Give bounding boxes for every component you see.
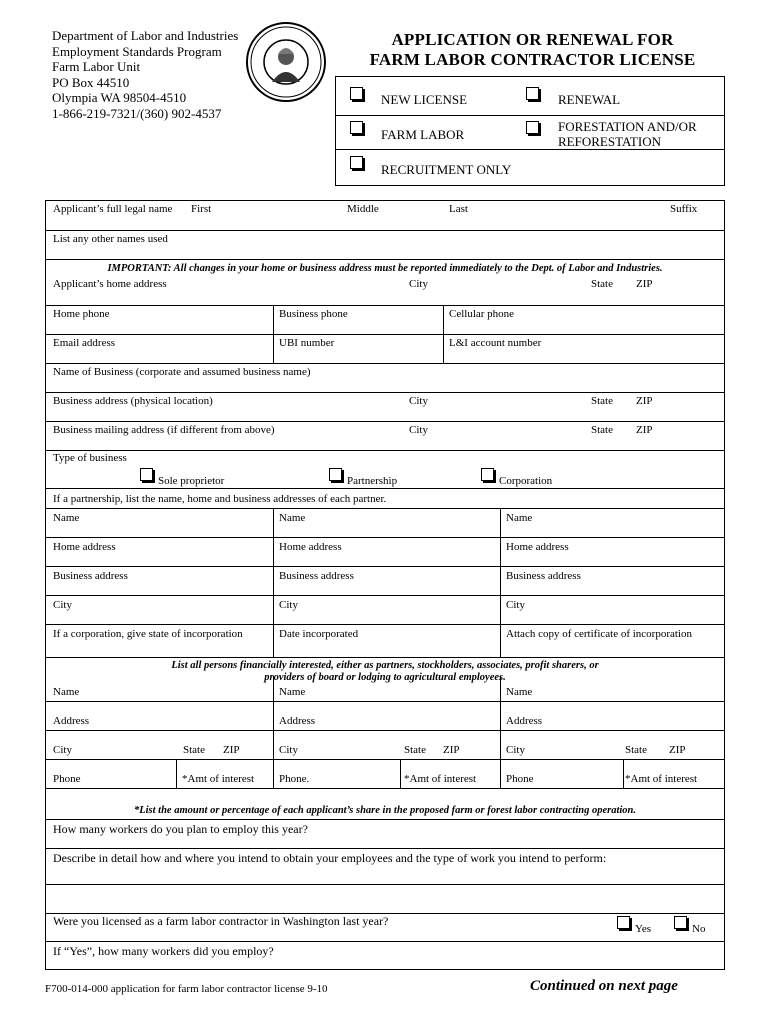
business-phone-label: Business phone bbox=[279, 308, 348, 320]
email-label: Email address bbox=[53, 337, 116, 349]
interested-zip-label: ZIP bbox=[443, 744, 460, 756]
renewal-checkbox[interactable] bbox=[526, 87, 539, 100]
interested-address-label: Address bbox=[506, 715, 543, 727]
continued-notice: Continued on next page bbox=[530, 978, 678, 994]
business-name-label: Name of Business (corporate and assumed business name) bbox=[53, 366, 311, 378]
interested-phone-label: Phone bbox=[53, 773, 81, 785]
attach-certificate-label: Attach copy of certificate of incorporation bbox=[506, 628, 693, 640]
interested-heading: providers of board or lodging to agricultural employees. bbox=[264, 672, 506, 683]
date-incorporated-label: Date incorporated bbox=[279, 628, 359, 640]
partner-business-address-label: Business address bbox=[53, 570, 128, 582]
interested-zip-label: ZIP bbox=[223, 744, 240, 756]
interested-city-label: City bbox=[53, 744, 72, 756]
cellular-phone-label: Cellular phone bbox=[449, 308, 515, 320]
no-label: No bbox=[692, 923, 706, 935]
mailing-address-label: Business mailing address (if different from above) bbox=[53, 424, 275, 436]
partnership-label: Partnership bbox=[347, 475, 398, 487]
type-of-business-label: Type of business bbox=[53, 452, 127, 464]
important-notice: IMPORTANT: All changes in your home or business address must be reported immediately to the Dept. of Labor and Industries. bbox=[107, 263, 663, 274]
interested-city-label: City bbox=[506, 744, 525, 756]
home-state-label: State bbox=[591, 278, 613, 290]
interested-state-label: State bbox=[625, 744, 647, 756]
partner-city-label: City bbox=[506, 599, 525, 611]
business-physical-label: Business address (physical location) bbox=[53, 395, 213, 407]
licensed-no-checkbox[interactable] bbox=[674, 916, 687, 929]
interested-name-label: Name bbox=[279, 686, 306, 698]
business-state-label: State bbox=[591, 395, 613, 407]
state-seal-icon bbox=[246, 22, 326, 102]
interested-address-label: Address bbox=[53, 715, 90, 727]
address-line: Olympia WA 98504-4510 bbox=[52, 90, 187, 105]
partner-home-address-label: Home address bbox=[53, 541, 116, 553]
mailing-zip-label: ZIP bbox=[636, 424, 653, 436]
yes-label: Yes bbox=[635, 923, 652, 935]
interested-amt-label: *Amt of interest bbox=[625, 773, 698, 785]
page-title bbox=[345, 30, 720, 70]
business-city-label: City bbox=[409, 395, 428, 407]
form-number: F700-014-000 application for farm labor contractor license 9-10 bbox=[45, 983, 328, 995]
licensed-last-year-label: Were you licensed as a farm labor contractor in Washington last year? bbox=[53, 914, 389, 928]
agency-address bbox=[52, 28, 238, 121]
corp-state-label: If a corporation, give state of incorporation bbox=[53, 628, 243, 640]
title-line: APPLICATION OR RENEWAL FOR bbox=[391, 30, 674, 49]
first-name-label: First bbox=[191, 203, 212, 215]
address-line: PO Box 44510 bbox=[52, 74, 130, 90]
interested-amt-label: *Amt of interest bbox=[182, 773, 255, 785]
other-names-label: List any other names used bbox=[53, 233, 168, 245]
home-zip-label: ZIP bbox=[636, 278, 653, 290]
home-city-label: City bbox=[409, 278, 428, 290]
license-type-box bbox=[335, 76, 725, 186]
recruitment-checkbox[interactable] bbox=[350, 156, 363, 169]
partner-name-label: Name bbox=[279, 512, 306, 524]
title-line: FARM LABOR CONTRACTOR LICENSE bbox=[369, 50, 696, 69]
partner-name-label: Name bbox=[506, 512, 533, 524]
interested-city-label: City bbox=[279, 744, 298, 756]
interested-address-label: Address bbox=[279, 715, 316, 727]
home-phone-label: Home phone bbox=[53, 308, 110, 320]
mailing-city-label: City bbox=[409, 424, 428, 436]
home-address-label: Applicant’s home address bbox=[53, 278, 167, 290]
middle-name-label: Middle bbox=[347, 203, 379, 215]
interested-amt-label: *Amt of interest bbox=[404, 773, 477, 785]
corporation-label: Corporation bbox=[499, 475, 553, 487]
interested-phone-label: Phone bbox=[506, 773, 534, 785]
forestation-line: REFORESTATION bbox=[558, 134, 661, 149]
partner-instruction: If a partnership, list the name, home and business addresses of each partner. bbox=[53, 493, 387, 505]
partner-city-label: City bbox=[279, 599, 298, 611]
partner-name-label: Name bbox=[53, 512, 80, 524]
sole-proprietor-label: Sole proprietor bbox=[158, 475, 225, 487]
address-line: Farm Labor Unit bbox=[52, 59, 141, 74]
li-account-label: L&I account number bbox=[449, 337, 542, 349]
farm-labor-checkbox[interactable] bbox=[350, 121, 363, 134]
application-form bbox=[45, 200, 725, 970]
interested-heading: List all persons financially interested, either as partners, stockholders, associates, profit sharers, or bbox=[171, 660, 599, 671]
interest-footnote: *List the amount or percentage of each applicant’s share in the proposed farm or forest labor contracting operation. bbox=[133, 805, 637, 816]
workers-employed-label: If “Yes”, how many workers did you employ? bbox=[53, 944, 274, 958]
interested-name-label: Name bbox=[506, 686, 533, 698]
partner-home-address-label: Home address bbox=[279, 541, 342, 553]
farm-labor-label: FARM LABOR bbox=[381, 127, 465, 142]
describe-employees-label: Describe in detail how and where you intend to obtain your employees and the type of work you intend to perform: bbox=[53, 851, 607, 865]
full-name-label: Applicant’s full legal name bbox=[53, 203, 173, 215]
forestation-line: FORESTATION AND/OR bbox=[558, 119, 697, 134]
forestation-label bbox=[558, 119, 697, 149]
partnership-checkbox[interactable] bbox=[329, 468, 342, 481]
partner-city-label: City bbox=[53, 599, 72, 611]
address-line: 1-866-219-7321/(360) 902-4537 bbox=[52, 105, 222, 121]
interested-state-label: State bbox=[404, 744, 426, 756]
recruitment-label: RECRUITMENT ONLY bbox=[381, 162, 512, 177]
new-license-checkbox[interactable] bbox=[350, 87, 363, 100]
workers-planned-label: How many workers do you plan to employ this year? bbox=[53, 822, 308, 836]
renewal-label: RENEWAL bbox=[558, 92, 621, 107]
interested-state-label: State bbox=[183, 744, 205, 756]
mailing-state-label: State bbox=[591, 424, 613, 436]
new-license-label: NEW LICENSE bbox=[381, 92, 468, 107]
suffix-label: Suffix bbox=[670, 203, 698, 215]
address-line: Department of Labor and Industries bbox=[52, 28, 239, 43]
partner-home-address-label: Home address bbox=[506, 541, 569, 553]
corporation-checkbox[interactable] bbox=[481, 468, 494, 481]
forestation-checkbox[interactable] bbox=[526, 121, 539, 134]
interested-name-label: Name bbox=[53, 686, 80, 698]
ubi-label: UBI number bbox=[279, 337, 335, 349]
last-name-label: Last bbox=[449, 203, 468, 215]
sole-proprietor-checkbox[interactable] bbox=[140, 468, 153, 481]
business-zip-label: ZIP bbox=[636, 395, 653, 407]
licensed-yes-checkbox[interactable] bbox=[617, 916, 630, 929]
address-line: Employment Standards Program bbox=[52, 43, 222, 59]
interested-phone-label: Phone. bbox=[279, 773, 310, 785]
interested-zip-label: ZIP bbox=[669, 744, 686, 756]
partner-business-address-label: Business address bbox=[279, 570, 354, 582]
partner-business-address-label: Business address bbox=[506, 570, 581, 582]
